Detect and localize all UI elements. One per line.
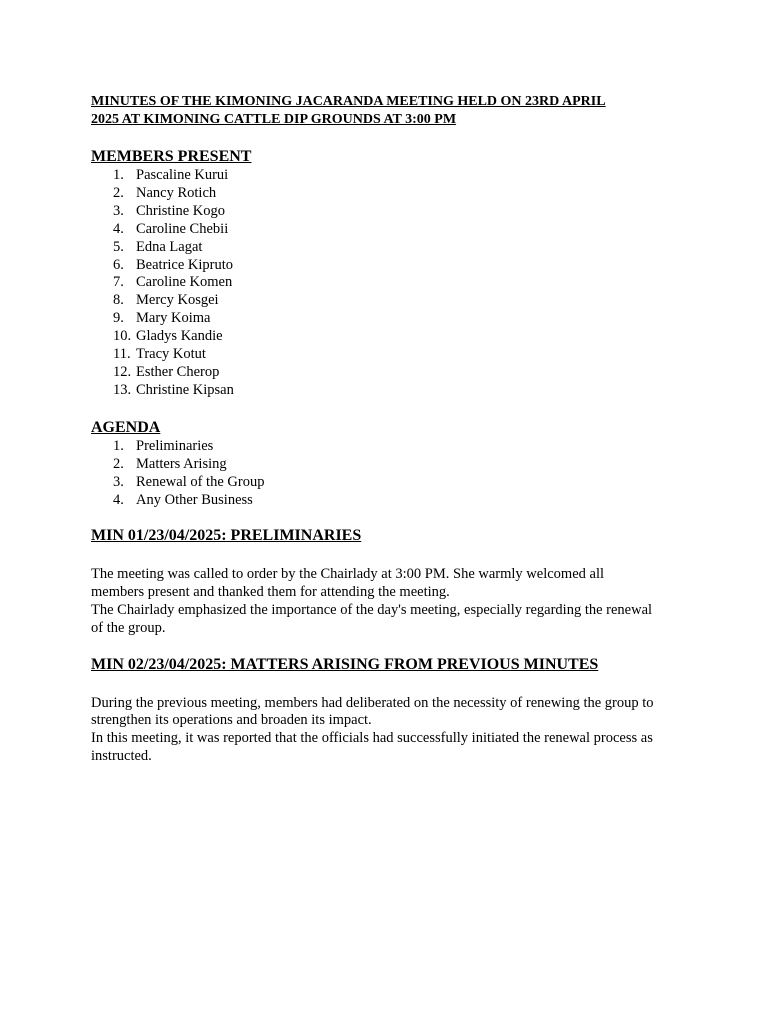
agenda-item: Preliminaries: [136, 437, 214, 454]
document-title: MINUTES OF THE KIMONING JACARANDA MEETING HELD ON 23RD APRIL 2025 AT KIMONING CATTLE DIP GROUNDS AT 3:00 PM: [91, 94, 606, 127]
member-name: Caroline Komen: [136, 274, 233, 291]
member-name: Edna Lagat: [136, 238, 203, 255]
list-item: [91, 257, 681, 275]
paragraph-line: In this meeting, it was reported that the officials had successfully initiated the renewal process as: [91, 730, 653, 747]
list-item: [91, 328, 681, 346]
paragraph-line: members present and thanked them for attending the meeting.: [91, 584, 450, 601]
list-number: 1.: [113, 437, 124, 454]
list-number: 3.: [113, 473, 124, 490]
members-present-heading: MEMBERS PRESENT: [91, 148, 252, 165]
list-item: [91, 203, 681, 221]
member-name: Pascaline Kurui: [136, 167, 229, 183]
paragraph-line: The meeting was called to order by the Chairlady at 3:00 PM. She warmly welcomed all: [91, 566, 605, 583]
members-list: [91, 167, 681, 400]
list-item: [91, 274, 681, 292]
list-number: 11.: [113, 346, 131, 363]
list-item: [91, 239, 681, 257]
agenda-item: Matters Arising: [136, 455, 227, 472]
list-item: [91, 167, 681, 185]
list-item: [91, 221, 681, 239]
paragraph-line: of the group.: [91, 619, 166, 636]
agenda-item: Any Other Business: [136, 491, 253, 508]
min-02-heading: MIN 02/23/04/2025: MATTERS ARISING FROM PREVIOUS MINUTES: [91, 655, 599, 673]
list-number: 7.: [113, 274, 124, 291]
member-name: Nancy Rotich: [136, 184, 217, 201]
list-number: 3.: [113, 202, 124, 219]
document-page: [91, 93, 681, 766]
list-item: [91, 310, 681, 328]
list-number: 1.: [113, 167, 124, 183]
list-item: [91, 382, 681, 400]
list-number: 9.: [113, 310, 124, 327]
min-02-body: [91, 695, 681, 766]
list-item: [91, 292, 681, 310]
agenda-item: Renewal of the Group: [136, 473, 265, 490]
list-item: [91, 492, 681, 510]
member-name: Caroline Chebii: [136, 220, 229, 237]
paragraph-line: strengthen its operations and broaden its impact.: [91, 712, 372, 729]
list-number: 6.: [113, 256, 124, 273]
list-number: 13.: [113, 381, 132, 398]
list-item: [91, 474, 681, 492]
member-name: Tracy Kotut: [136, 346, 206, 363]
paragraph-line: The Chairlady emphasized the importance of the day's meeting, especially regarding the renewal: [91, 602, 653, 618]
list-number: 12.: [113, 363, 132, 380]
list-item: [91, 346, 681, 364]
list-number: 5.: [113, 238, 124, 255]
paragraph-line: During the previous meeting, members had deliberated on the necessity of renewing the group to: [91, 694, 654, 711]
list-number: 2.: [113, 455, 124, 472]
list-number: 4.: [113, 491, 124, 508]
list-item: [91, 185, 681, 203]
member-name: Mercy Kosgei: [136, 292, 219, 309]
agenda-heading: AGENDA: [91, 418, 161, 436]
member-name: Esther Cherop: [136, 363, 220, 380]
list-item: [91, 456, 681, 474]
list-number: 4.: [113, 220, 124, 237]
list-number: 8.: [113, 292, 124, 309]
member-name: Christine Kogo: [136, 202, 226, 219]
list-number: 2.: [113, 184, 124, 201]
list-item: [91, 438, 681, 456]
agenda-list: [91, 438, 681, 510]
member-name: Christine Kipsan: [136, 381, 234, 398]
min-01-body: [91, 566, 681, 637]
list-item: [91, 364, 681, 382]
member-name: Mary Koima: [136, 310, 211, 327]
paragraph-line: instructed.: [91, 747, 152, 764]
min-01-heading: MIN 01/23/04/2025: PRELIMINARIES: [91, 527, 362, 545]
member-name: Gladys Kandie: [136, 328, 223, 345]
list-number: 10.: [113, 328, 132, 345]
member-name: Beatrice Kipruto: [136, 256, 234, 273]
